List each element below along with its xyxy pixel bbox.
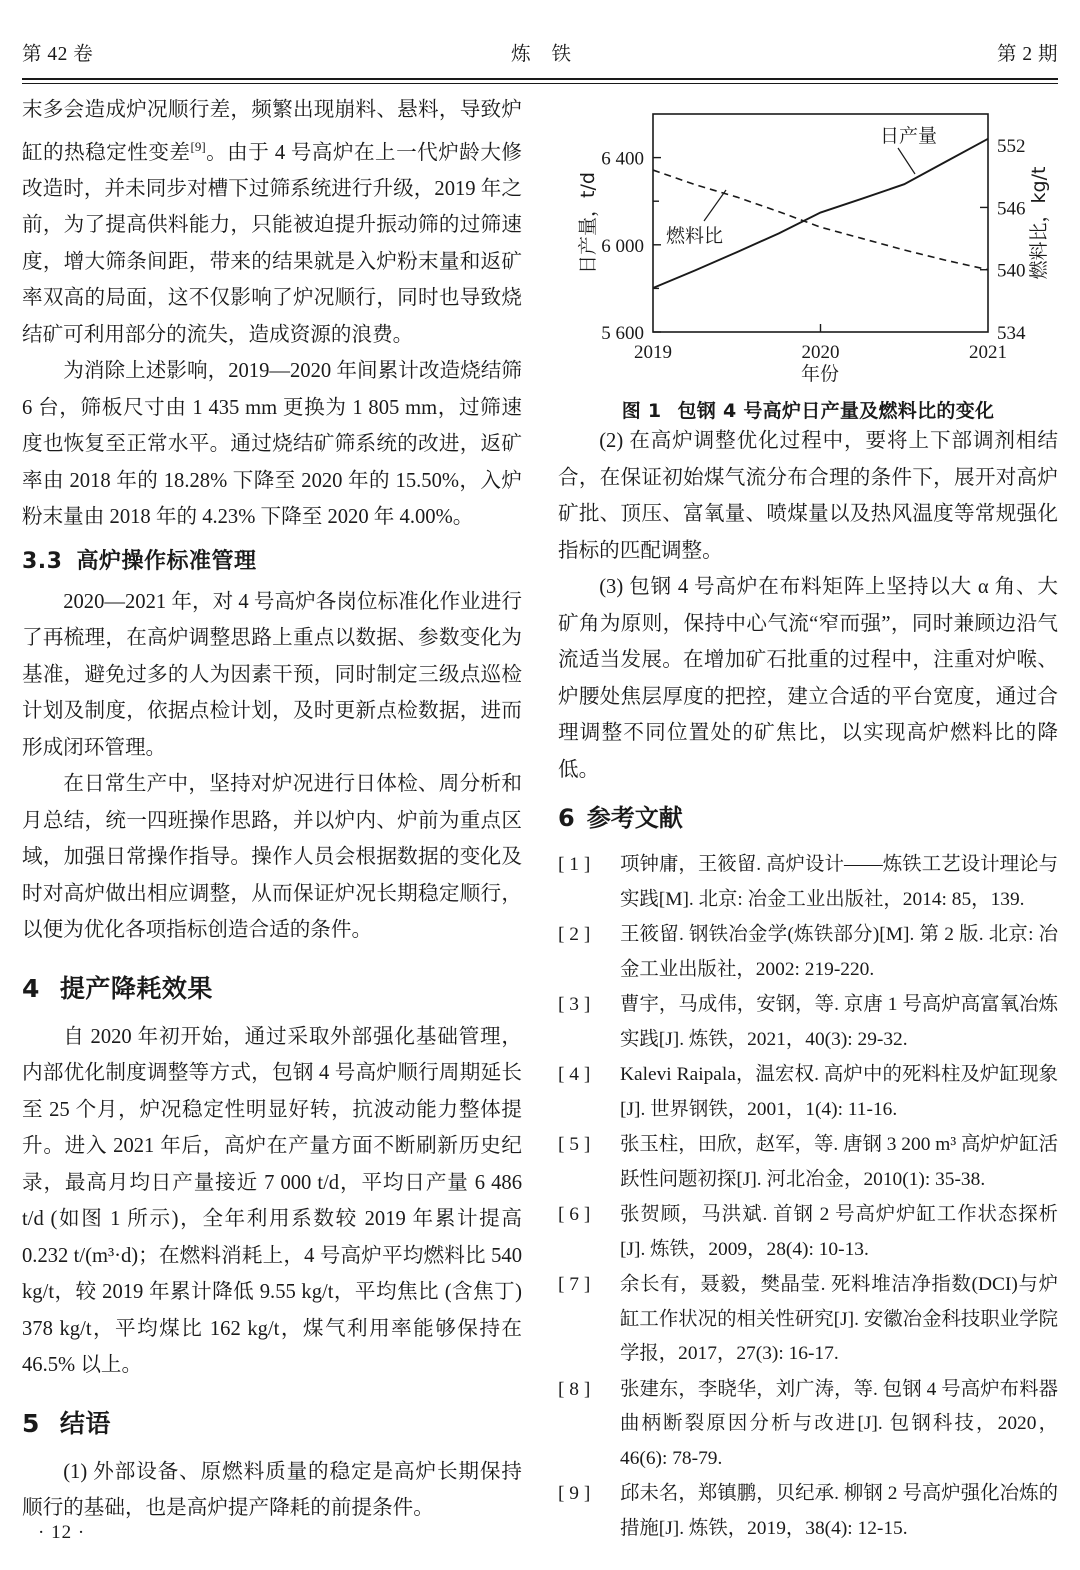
reference-item: [558, 988, 1058, 1057]
reference-list: [558, 848, 1058, 1546]
figure-1-caption: [558, 396, 1058, 423]
heading-3-3: [22, 542, 522, 582]
left-column: [22, 92, 522, 1547]
figure-1: [558, 92, 1058, 423]
reference-label: [ 8 ]: [558, 1378, 591, 1400]
paragraph-daily-production: 在日常生产中，坚持对炉况进行日体检、周分析和月总结，统一四班操作思路，并以炉内、炉前为重点区域，加强日常操作指导。操作人员会根据数据的变化及时对高炉做出相应调整，从而保证炉况长期稳定顺行，以便为优化各项指标创造合适的条件。: [22, 773, 522, 942]
y-axis-left-ticks: [653, 158, 661, 332]
reference-text: 张玉柱，田欣，赵军，等. 唐钢 3 200 m³ 高炉炉缸活跃性问题初探[J]. 河北冶金，2010(1): 35-38.: [620, 1134, 1058, 1190]
page-columns: [22, 92, 1058, 1547]
paragraph-results: 自 2020 年初开始，通过采取外部强化基础管理，内部优化制度调整等方式，包钢 4 号高炉顺行周期延长至 25 个月，炉况稳定性明显好转，抗波动能力整体提升。进入 2021 年后，高炉在产量方面不断刷新历史纪录，最高月均日产量接近 7 000 t/d，平均日产量 6 486 t/d (如图 1 所示)，全年利用系数较 2019 年累计提高 0.232 t/(m³·d)；在燃料消耗上，4 号高炉平均燃料比 540 kg/t，较 2019 年累计降低 9.55 kg/t，平均焦比 (含焦丁) 378 kg/t，平均煤比 162 kg/t，煤气利用率能够保持在 46.5% 以上。: [22, 1025, 522, 1377]
reference-text: 曹宇，马成伟，安钢，等. 京唐 1 号高炉高富氧冶炼实践[J]. 炼铁，2021，40(3): 29-32.: [620, 994, 1058, 1050]
series-fuel-ratio-line: [653, 170, 988, 270]
reference-text: 张建东，李晓华，刘广涛，等. 包钢 4 号高炉布料器曲柄断裂原因分析与改进[J]. 包钢科技，2020，46(6): 78-79.: [620, 1378, 1058, 1469]
reference-label: [ 6 ]: [558, 1204, 591, 1225]
reference-label: [ 2 ]: [558, 924, 591, 945]
y-axis-right-ticks: [980, 207, 988, 269]
heading-3-3-number: 3.3: [22, 548, 63, 574]
reference-item: [558, 1128, 1058, 1197]
reference-item: [558, 918, 1058, 987]
reference-text: Kalevi Raipala，温宏权. 高炉中的死料柱及炉缸现象[J]. 世界钢铁，2001，1(4): 11-16.: [620, 1064, 1058, 1120]
y-right-tick-label: 534: [997, 323, 1026, 344]
reference-text: 张贺顾，马洪斌. 首钢 2 号高炉炉缸工作状态探析[J]. 炼铁，2009，28(4): 10-13.: [620, 1204, 1058, 1260]
reference-text: 邱未名，郑镇鹏，贝纪承. 柳钢 2 号高炉强化冶炼的措施[J]. 炼铁，2019，38(4): 12-15.: [620, 1483, 1058, 1539]
paragraph-conclusion-2: (2) 在高炉调整优化过程中，要将上下部调剂相结合，在保证初始煤气流分布合理的条件下，展开对高炉矿批、顶压、富氧量、喷煤量以及热风温度等常规强化指标的匹配调整。: [558, 430, 1058, 562]
series-daily-output-line: [653, 139, 988, 288]
daily-output-leader-line: [898, 148, 915, 174]
heading-5-title: 结语: [59, 1408, 111, 1438]
heading-references-number: 6: [558, 804, 575, 832]
heading-references: [558, 798, 1058, 838]
figure-1-caption-text: 包钢 4 号高炉日产量及燃料比的变化: [677, 400, 995, 422]
heading-3-3-title: 高炉操作标准管理: [76, 548, 257, 574]
reference-item: [558, 1268, 1058, 1372]
reference-text: 项钟庸，王筱留. 高炉设计——炼铁工艺设计理论与实践[M]. 北京: 冶金工业出版社，2014: 85，139.: [620, 854, 1058, 910]
paragraph-conclusion-1: (1) 外部设备、原燃料质量的稳定是高炉长期保持顺行的基础，也是高炉提产降耗的前提条件。: [22, 1460, 522, 1520]
paragraph-continued: [22, 92, 522, 353]
reference-item: [558, 1373, 1058, 1477]
paragraph-standardization: 2020—2021 年，对 4 号高炉各岗位标准化作业进行了再梳理，在高炉调整思路上重点以数据、参数变化为基准，避免过多的人为因素干预，同时制定三级点巡检计划及制度，依据点检计划，及时更新点检数据，进而形成闭环管理。: [22, 590, 522, 759]
plot-frame: [653, 114, 988, 332]
annotation-fuel-ratio: 燃料比: [666, 225, 724, 247]
heading-5-number: 5: [22, 1408, 40, 1438]
y-left-tick-label: 6 400: [601, 148, 644, 170]
y-right-tick-label: 540: [997, 260, 1026, 282]
reference-item: [558, 1477, 1058, 1546]
page-number: · 12 ·: [38, 1522, 86, 1543]
heading-4: [22, 967, 522, 1011]
x-tick-label: 2021: [969, 342, 1007, 363]
reference-item: [558, 848, 1058, 917]
x-axis-tick-labels: [634, 342, 1007, 363]
line-chart-svg: [558, 92, 1058, 382]
reference-label: [ 4 ]: [558, 1064, 591, 1085]
citation-marker-9: [9]: [190, 138, 206, 154]
paragraph-continued-head: 末多会造成炉况顺行差，频繁出现崩料、悬料，导致炉缸的热稳定性变差: [22, 99, 522, 164]
y-axis-right-tick-labels: [997, 136, 1026, 344]
fuel-ratio-leader-line: [704, 190, 726, 221]
reference-text: 余长有，聂毅，樊晶莹. 死料堆洁净指数(DCI)与炉缸工作状况的相关性研究[J]. 安徽冶金科技职业学院学报，2017，27(3): 16-17.: [620, 1274, 1058, 1364]
heading-4-title: 提产降耗效果: [59, 973, 213, 1003]
y-right-tick-label: 552: [997, 136, 1026, 158]
heading-5: [22, 1402, 522, 1446]
annotation-daily-output: 日产量: [880, 125, 938, 147]
header-divider: [22, 78, 1058, 80]
journal-name: 炼 铁: [511, 44, 580, 65]
figure-1-number: 图 1: [621, 400, 662, 422]
heading-references-title: 参考文献: [586, 804, 683, 832]
paragraph-continued-tail: 。由于 4 号高炉在上一代炉龄大修改造时，并未同步对槽下过筛系统进行升级，2019 年之前，为了提高供料能力，只能被迫提升振动筛的过筛速度，增大筛条间距，带来的结果就是入炉粉末量和返矿率双高的局面，这不仅影响了炉况顺行，同时也导致烧结矿可利用部分的流失，造成资源的浪费。: [22, 141, 523, 346]
heading-4-number: 4: [22, 973, 40, 1003]
y-axis-right-title: 燃料比，kg/t: [1028, 166, 1050, 280]
y-right-tick-label: 546: [997, 198, 1026, 220]
figure-1-chart: [558, 92, 1058, 382]
reference-label: [ 5 ]: [558, 1134, 591, 1155]
y-left-tick-label: 6 000: [601, 235, 644, 257]
reference-label: [ 7 ]: [558, 1274, 591, 1295]
paragraph-conclusion-3: (3) 包钢 4 号高炉在布料矩阵上坚持以大 α 角、大矿角为原则，保持中心气流“窄而强”，同时兼顾边沿气流适当发展。在增加矿石批重的过程中，注重对炉喉、炉腰处焦层厚度的把控，建立合适的平台宽度，通过合理调整不同位置处的矿焦比，以实现高炉燃料比的降低。: [558, 576, 1058, 781]
x-tick-label: 2019: [634, 342, 672, 363]
page-running-head: [22, 38, 1058, 72]
right-column: [558, 92, 1058, 1547]
reference-text: 王筱留. 钢铁冶金学(炼铁部分)[M]. 第 2 版. 北京: 冶金工业出版社，2002: 219-220.: [620, 924, 1058, 980]
y-axis-left-title: 日产量，t/d: [577, 172, 599, 274]
paragraph-sieve-improvement: 为消除上述影响，2019—2020 年间累计改造烧结筛 6 台，筛板尺寸由 1 435 mm 更换为 1 805 mm，过筛速度也恢复至正常水平。通过烧结矿筛系统的改进，返矿率由 2018 年的 18.28% 下降至 2020 年的 15.50%，入炉粉末量由 2018 年的 4.23% 下降至 2020 年 4.00%。: [22, 360, 522, 529]
y-axis-left-tick-labels: [601, 149, 644, 344]
reference-label: [ 1 ]: [558, 854, 591, 875]
issue-label: 第 2 期: [996, 44, 1058, 65]
reference-item: [558, 1058, 1058, 1127]
x-tick-label: 2020: [801, 342, 840, 363]
x-axis-title: 年份: [800, 363, 840, 382]
reference-label: [ 3 ]: [558, 994, 591, 1015]
volume-label: 第 42 卷: [22, 44, 94, 65]
reference-item: [558, 1198, 1058, 1267]
reference-label: [ 9 ]: [558, 1483, 591, 1504]
y-left-tick-label: 5 600: [601, 323, 644, 344]
